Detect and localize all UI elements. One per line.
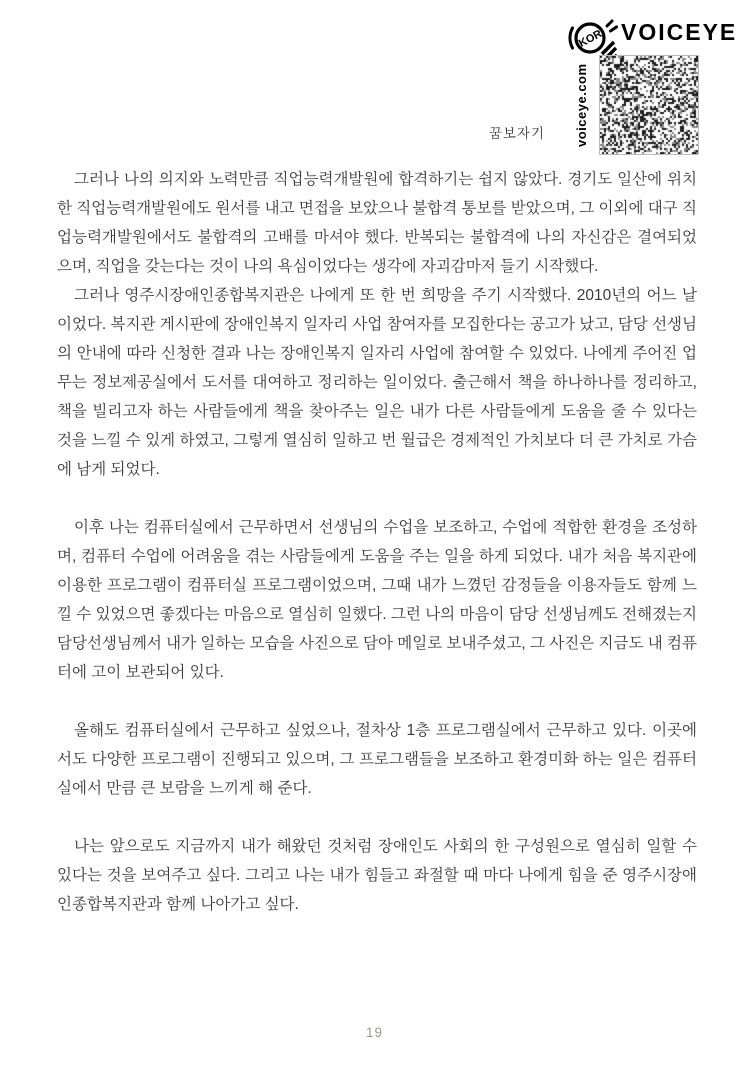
page-number: 19 [365,1025,384,1040]
paragraph: 그러나 영주시장애인종합복지관은 나에게 또 한 번 희망을 주기 시작했다. 2010년의 어느 날이었다. 복지관 게시판에 장애인복지 일자리 사업 참여자를 모집한다는 공고가 났고, 담당 선생님의 안내에 따라 신청한 결과 나는 장애인복지 일자리 사업에 참여할 수 있었다. 나에게 주어진 업무는 정보제공실에서 도서를 대여하고 정리하는 일이었다. 출근해서 책을 하나하나를 정리하고, 책을 빌리고자 하는 사람들에게 책을 찾아주는 일은 내가 다른 사람들에게 도움을 줄 수 있다는 것을 느낄 수 있게 하였고, 그렇게 열심히 일하고 번 월급은 경제적인 가치보다 더 큰 가치로 가슴에 남게 되었다. [57,287,697,478]
voiceye-wordmark: VOICEYE [621,19,738,45]
paragraph: 나는 앞으로도 지금까지 내가 해왔던 것처럼 장애인도 사회의 한 구성원으로 열심히 일할 수 있다는 것을 보여주고 싶다. 그리고 나는 내가 힘들고 좌절할 때 마다 나에게 힘을 준 영주시장애인종합복지관과 함께 나아가고 싶다. [57,838,697,913]
svg-text:KOR: KOR [576,27,605,50]
voiceye-2d-barcode [599,55,699,155]
page-footer [0,1024,749,1042]
paragraph: 그러나 나의 의지와 노력만큼 직업능력개발원에 합격하기는 쉽지 않았다. 경기도 일산에 위치한 직업능력개발원에도 원서를 내고 면접을 보았으나 불합격 통보를 받았으며, 그 이외에 대구 직업능력개발원에서도 불합격의 고배를 마셔야 했다. 반복되는 불합격에 나의 자신감은 결여되었으며, 직업을 갖는다는 것이 나의 욕심이었다는 생각에 자괴감마저 들기 시작했다. [57,171,697,275]
essay-body [57,165,697,919]
paragraph: 이후 나는 컴퓨터실에서 근무하면서 선생님의 수업을 보조하고, 수업에 적합한 환경을 조성하며, 컴퓨터 수업에 어려움을 겪는 사람들에게 도움을 주는 일을 하게 되었다. 내가 처음 복지관에 이용한 프로그램이 컴퓨터실 프로그램이었으며, 그때 내가 느꼈던 감정들을 이용자들도 함께 느낄 수 있었으면 좋겠다는 마음으로 열심히 일했다. 그런 나의 마음이 담당 선생님께도 전해졌는지 담당선생님께서 내가 일하는 모습을 사진으로 담아 메일로 보내주셨고, 그 사진은 지금도 내 컴퓨터에 고이 보관되어 있다. [57,519,697,681]
paragraph: 올해도 컴퓨터실에서 근무하고 싶었으나, 절차상 1층 프로그램실에서 근무하고 있다. 이곳에서도 다양한 프로그램이 진행되고 있으며, 그 프로그램들을 보조하고 환경미화 하는 일은 컴퓨터실에서 만큼 큰 보람을 느끼게 해 준다. [57,722,697,797]
voiceye-site-label: voiceye.com [574,63,589,147]
doc-label: 꿈보자기 [488,126,545,141]
